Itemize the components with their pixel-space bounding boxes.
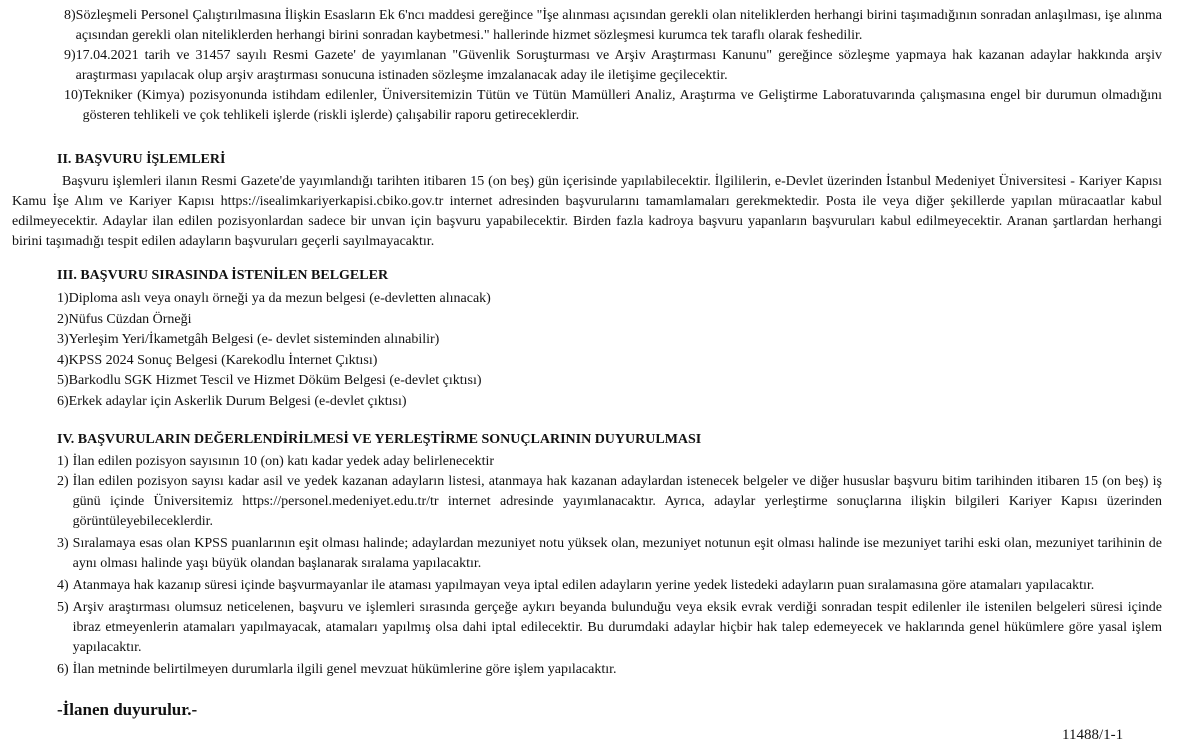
item-text: Arşiv araştırması olumsuz neticelenen, başvuru ve işlemleri sırasında gerçeğe aykırı beyanda bulunduğu veya eksik evrak verdiği sonradan tespit edilenler ile istenilen belgeleri süresi içinde ibraz etmeyenlerin atamaları yapılmayacak, atamaları yapılmış olsa dahi iptal edilecektir. Bu durumdaki adaylar hiçbir hak talep edemeyecek ve haklarında genel hükümlere göre yasal işlem yapılacaktır. — [72, 600, 1162, 655]
evaluation-list — [57, 452, 1162, 680]
item-number: 10) — [64, 88, 83, 103]
item-number: 5) — [57, 600, 69, 615]
item-text: İlan metninde belirtilmeyen durumlarla ilgili genel mevzuat hükümlerine göre işlem yapılacaktır. — [72, 662, 617, 677]
item-number: 6) — [57, 662, 69, 677]
item-number: 3) — [57, 536, 69, 551]
item-text: Diploma aslı veya onaylı örneği ya da mezun belgesi (e-devletten alınacak) — [68, 291, 491, 306]
list-item — [57, 598, 1162, 658]
item-text: Sıralamaya esas olan KPSS puanlarının eşit olması halinde; adaylardan mezuniyet notu yüksek olan, mezuniyet notunun eşit olması halinde ise mezuniyet tarihi eski olan, mezuniyet tarihinin de aynı olması halinde yaşı büyük olandan başlanarak sıralama yapılacaktır. — [72, 536, 1162, 571]
list-item — [64, 6, 1162, 46]
item-number: 2) — [57, 474, 69, 489]
closing-statement: -İlanen duyurulur.- — [57, 700, 198, 719]
item-number: 4) — [57, 352, 69, 368]
paragraph-text: Başvuru işlemleri ilanın Resmi Gazete'de yayımlandığı tarihten itibaren 15 (on beş) gün içerisinde yapılabilecektir. İlgililerin, e-Devlet üzerinden İstanbul Medeniyet Üniversitesi - Kariyer Kapısı Kamu İşe Alım ve Kariyer Kapısı https://isealimkariyerkapisi.cbiko.gov.tr internet adresinden başvurularını tamamlamaları gerekmektedir. Posta ile veya diğer şekillerde yapılan müracaatlar kabul edilmeyecektir. Adaylar ilan edilen pozisyonlardan sadece bir unvan için başvuru yapabilecektir. Birden fazla kadroya başvuru yapanların başvuruları kabul edilmeyecektir. Aranan şartlardan herhangi birini taşımadığı tespit edilen adayların başvuruları geçerli sayılmayacaktır. — [12, 174, 1162, 249]
list-item — [57, 576, 1162, 596]
item-text: KPSS 2024 Sonuç Belgesi (Karekodlu İnternet Çıktısı) — [68, 352, 378, 368]
list-item — [57, 534, 1162, 574]
page-number: 11488/1-1 — [1062, 727, 1124, 743]
item-number: 8) — [64, 8, 76, 23]
item-text: Atanmaya hak kazanıp süresi içinde başvurmayanlar ile ataması yapılmayan veya iptal edilen adayların yerine yedek listedeki adayların puan sıralamasına göre atamaları yapılacaktır. — [72, 578, 1095, 593]
item-text: İlan edilen pozisyon sayısının 10 (on) katı kadar yedek aday belirlenecektir — [72, 454, 495, 469]
item-text: Barkodlu SGK Hizmet Tescil ve Hizmet Döküm Belgesi (e-devlet çıktısı) — [68, 373, 482, 388]
list-item — [57, 330, 1157, 351]
item-text: 17.04.2021 tarih ve 31457 sayılı Resmi Gazete' de yayımlanan "Güvenlik Soruşturması ve Arşiv Araştırması Kanunu" gereğince sözleşme yapmaya hak kazanan adaylar hakkında arşiv araştırması yapılacak olup arşiv araştırması sonucuna istinaden sözleşme imzalanacak aday ile iletişime geçilecektir. — [75, 48, 1162, 83]
list-item — [57, 660, 1162, 680]
item-text: Sözleşmeli Personel Çalıştırılmasına İlişkin Esasların Ek 6'ncı maddesi gereğince "İşe alınması açısından gerekli olan niteliklerden herhangi birini taşımadığının sonradan anlaşılması, işe alınma açısından gerekli olan niteliklerden herhangi birini sonradan kaybetmesi." hallerinde hizmet sözleşmesi kurumca tek taraflı olarak feshedilir. — [75, 8, 1162, 43]
item-number: 3) — [57, 332, 69, 347]
documents-list — [57, 289, 1157, 412]
list-item — [64, 46, 1162, 86]
section-heading: IV. BAŞVURULARIN DEĞERLENDİRİLMESİ VE YERLEŞTİRME SONUÇLARININ DUYURULMASI — [57, 432, 702, 447]
top-items — [57, 6, 1162, 126]
list-item — [57, 472, 1162, 532]
item-text: Tekniker (Kimya) pozisyonunda istihdam edilenler, Üniversitemizin Tütün ve Tütün Mamülleri Analiz, Araştırma ve Geliştirme Laboratuvarında çalışmasına engel bir durumun olmadığını gösteren tehlikeli ve çok tehlikeli işlerde (riskli işlerde) çalışabilir raporu getireceklerdir. — [82, 88, 1162, 123]
item-number: 6) — [57, 393, 69, 409]
item-number: 2) — [57, 311, 69, 327]
list-item — [57, 310, 1157, 331]
section-paragraph — [12, 172, 1162, 252]
item-number: 5) — [57, 373, 69, 388]
section-heading: II. BAŞVURU İŞLEMLERİ — [57, 152, 226, 167]
item-text: Nüfus Cüzdan Örneği — [68, 311, 192, 327]
item-number: 1) — [57, 291, 69, 306]
list-item — [57, 452, 1162, 472]
section-heading: III. BAŞVURU SIRASINDA İSTENİLEN BELGELER — [57, 268, 389, 283]
item-text: Yerleşim Yeri/İkametgâh Belgesi (e- devlet sisteminden alınabilir) — [68, 332, 440, 347]
list-item — [57, 289, 1157, 310]
list-item — [57, 392, 1157, 413]
item-number: 4) — [57, 578, 69, 593]
item-text: İlan edilen pozisyon sayısı kadar asil ve yedek kazanan adayların listesi, atanmaya hak kazanan adaylardan istenecek belgeler ve diğer hususlar başvuru bitim tarihinden itibaren 15 (on beş) iş günü içinde Üniversitemiz https://personel.medeniyet.edu.tr/tr internet adresinde yayımlanacaktır. Ayrıca, adaylar yerleştirme sonuçlarına ilişkin bilgileri Kariyer Kapısı üzerinden görüntüleyebileceklerdir. — [72, 474, 1162, 529]
list-item — [57, 351, 1157, 372]
item-text: Erkek adaylar için Askerlik Durum Belgesi (e-devlet çıktısı) — [68, 393, 407, 409]
item-number: 9) — [64, 48, 76, 63]
list-item — [64, 86, 1162, 126]
item-number: 1) — [57, 454, 69, 469]
list-item — [57, 371, 1157, 392]
